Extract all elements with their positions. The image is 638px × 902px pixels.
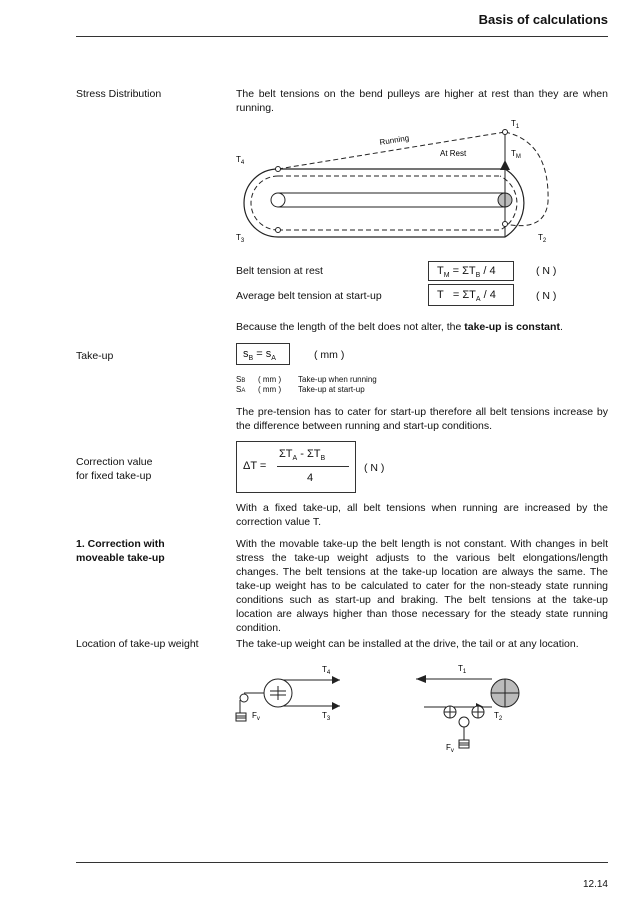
start-unit: ( N ) <box>536 290 557 302</box>
takeup-unit: ( mm ) <box>314 349 345 361</box>
belt-stress-diagram <box>230 112 570 252</box>
takeup-legend-desc: Take-up when running <box>298 375 377 384</box>
rest-tension-label: Belt tension at rest <box>236 265 323 277</box>
svg-text:Fv: $F_v$ <box>446 743 454 754</box>
takeup-legend-unit: ( mm ) <box>258 385 282 394</box>
takeup-legend-row: SB <box>236 375 246 384</box>
rest-unit: ( N ) <box>536 265 557 277</box>
pretension-text: The pre-tension has to cater for start-up therefore all belt tensions increase by the difference between running and start-up conditions. <box>236 406 608 432</box>
rest-formula-box: $T_M = \Sigma T_B / 4$ <box>428 261 514 281</box>
correction-formula-box: ΔT = $\Sigma T_A - \Sigma T_B$ 4 <box>236 441 356 493</box>
belt-outline <box>244 169 524 237</box>
page-header-title: Basis of calculations <box>478 12 608 27</box>
takeup-label: Take-up <box>76 350 114 362</box>
svg-text:T1: $T_1$ <box>511 119 520 130</box>
weight-right <box>459 740 469 748</box>
constant-text: Because the length of the belt does not alter, the take-up is constant. <box>236 321 563 333</box>
weight-left <box>236 713 246 721</box>
svg-text:T2: $T_2$ <box>494 711 503 722</box>
svg-text:T2: $T_2$ <box>538 233 547 244</box>
moveable-label: 1. Correction with moveable take-up <box>76 538 165 564</box>
svg-text:T4: $T_4$ <box>322 665 331 676</box>
svg-text:T3: $T_3$ <box>322 711 331 722</box>
takeup-location-diagram <box>230 660 550 755</box>
start-tension-label: Average belt tension at start-up <box>236 290 382 302</box>
svg-text:Fv: $F_v$ <box>252 711 260 722</box>
header-rule <box>76 36 608 37</box>
running-label: Running <box>378 133 410 147</box>
correction-label: Correction value for fixed take-up <box>76 456 153 482</box>
takeup-legend-row: SA <box>236 385 246 394</box>
stress-text: The belt tensions on the bend pulleys are higher at rest than they are when running. <box>236 88 608 114</box>
takeup-legend-unit: ( mm ) <box>258 375 282 384</box>
tail-pulley <box>271 193 285 207</box>
tension-arrow-head <box>500 160 510 170</box>
moveable-text: With the movable take-up the belt length is not constant. With changes in belt stress the take-up weight adjusts to the various belt elongations/length changes. The belt tensions at the take-up location are always the same. The take-up weight has to be calculated to cater for the non-steady state running conditions such as start-up and braking. The belt tensions at the take-up location are always higher than those necessary for the steady state running condition. <box>236 538 608 634</box>
correction-unit: ( N ) <box>364 462 385 474</box>
page-number: 12.14 <box>582 879 608 890</box>
svg-text:T3: $T_3$ <box>236 233 245 244</box>
svg-text:T1: $T_1$ <box>458 664 467 675</box>
conveyor-frame <box>278 193 504 207</box>
start-formula-box: T = $\Sigma T_A / 4$ <box>428 284 514 306</box>
location-label: Location of take-up weight <box>76 638 199 650</box>
belt-at-rest-dashed <box>278 176 517 230</box>
footer-rule <box>76 862 608 863</box>
svg-text:T4: $T_4$ <box>236 155 245 166</box>
takeup-legend-desc: Take-up at start-up <box>298 385 365 394</box>
svg-text:TM: $T_M$ <box>511 149 521 160</box>
stress-label: Stress Distribution <box>76 88 162 100</box>
takeup-formula-box: $s_B = s_A$ <box>236 343 290 365</box>
location-text: The take-up weight can be installed at the drive, the tail or at any location. <box>236 638 579 650</box>
fixed-takeup-text: With a fixed take-up, all belt tensions when running are increased by the correction value T. <box>236 502 608 528</box>
at-rest-label: At Rest <box>440 149 467 158</box>
